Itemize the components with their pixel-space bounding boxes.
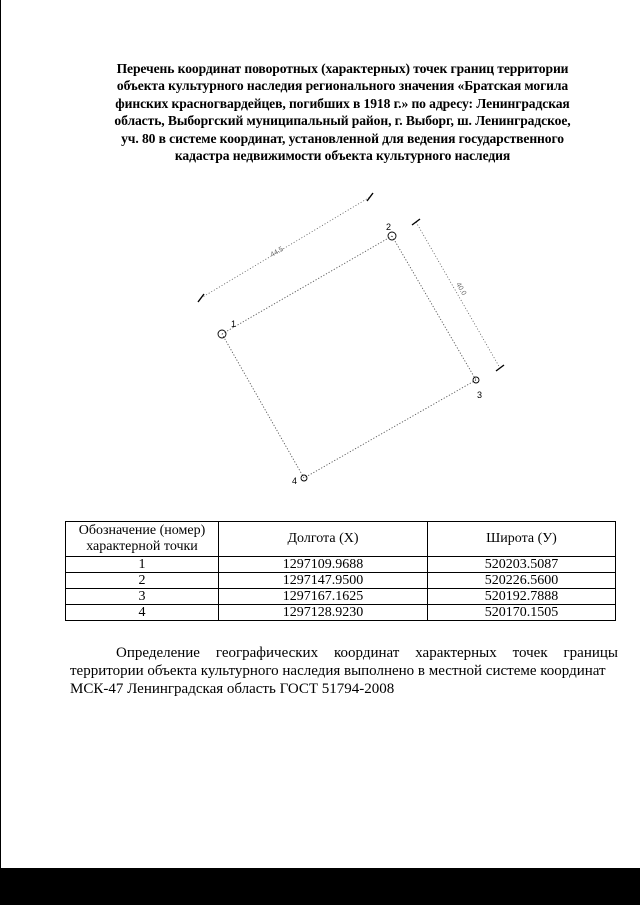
dimension-label: 44.5 [269,245,285,259]
table-row [66,573,616,589]
dimension-tick [496,365,504,371]
boundary-edge-1-2 [222,236,392,334]
boundary-edge-4-1 [222,334,304,478]
cell-x: 1297128.9230 [219,605,428,621]
column-header-y: Широта (У) [428,522,616,557]
dimension-tick [367,193,373,201]
dimension-line-top [201,197,370,298]
table-row [66,557,616,573]
cell-x: 1297147.9500 [219,573,428,589]
column-header-x: Долгота (X) [219,522,428,557]
cell-y: 520203.5087 [428,557,616,573]
dimension-label: 40.0 [454,281,468,297]
title-line: финских красногвардейцев, погибших в 1918 г.» по адресу: Ленинградская [115,95,570,111]
table-row [66,605,616,621]
cell-point: 3 [66,589,219,605]
coordinates-table [65,521,616,621]
boundary-edge-3-4 [304,380,476,478]
title-line: Перечень координат поворотных (характерных) точек границ территории [116,61,569,76]
note-line: МСК-47 Ленинградская область ГОСТ 51794-2008 [70,681,395,697]
cell-point: 2 [66,573,219,589]
cell-y: 520192.7888 [428,589,616,605]
cell-x: 1297167.1625 [219,589,428,605]
note-line: территории объекта культурного наследия выполнено в местной системе координат [70,663,606,679]
table-header-row [66,522,616,557]
boundary-plan [150,185,530,495]
title-line: область, Выборгский муниципальный район, г. Выборг, ш. Ленинградское, [114,113,571,129]
column-header-point: Обозначение (номер) характерной точки [66,522,219,557]
cell-point: 4 [66,605,219,621]
point-label: 1 [231,319,237,329]
point-label: 3 [477,390,483,400]
title-line: кадастра недвижимости объекта культурного наследия [174,148,511,164]
document-title [70,60,615,164]
boundary-plan-drawing [150,185,530,495]
point-label: 4 [292,476,298,486]
cell-point: 1 [66,557,219,573]
cell-y: 520226.5600 [428,573,616,589]
boundary-edge-2-3 [392,236,476,380]
scan-bottom-edge [0,868,640,905]
title-line: уч. 80 в системе координат, установленной для ведения государственного [121,130,564,146]
dimension-tick [198,294,204,302]
title-line: объекта культурного наследия регионального значения «Братская могила [116,78,569,94]
table-row [66,589,616,605]
coordinate-system-note [70,644,618,698]
page-left-border [0,0,1,868]
cell-y: 520170.1505 [428,605,616,621]
note-line: Определение географических координат характерных точек границы [116,645,618,661]
point-label: 2 [386,222,392,232]
dimension-tick [412,219,420,225]
cell-x: 1297109.9688 [219,557,428,573]
dimension-line-right [416,222,500,368]
